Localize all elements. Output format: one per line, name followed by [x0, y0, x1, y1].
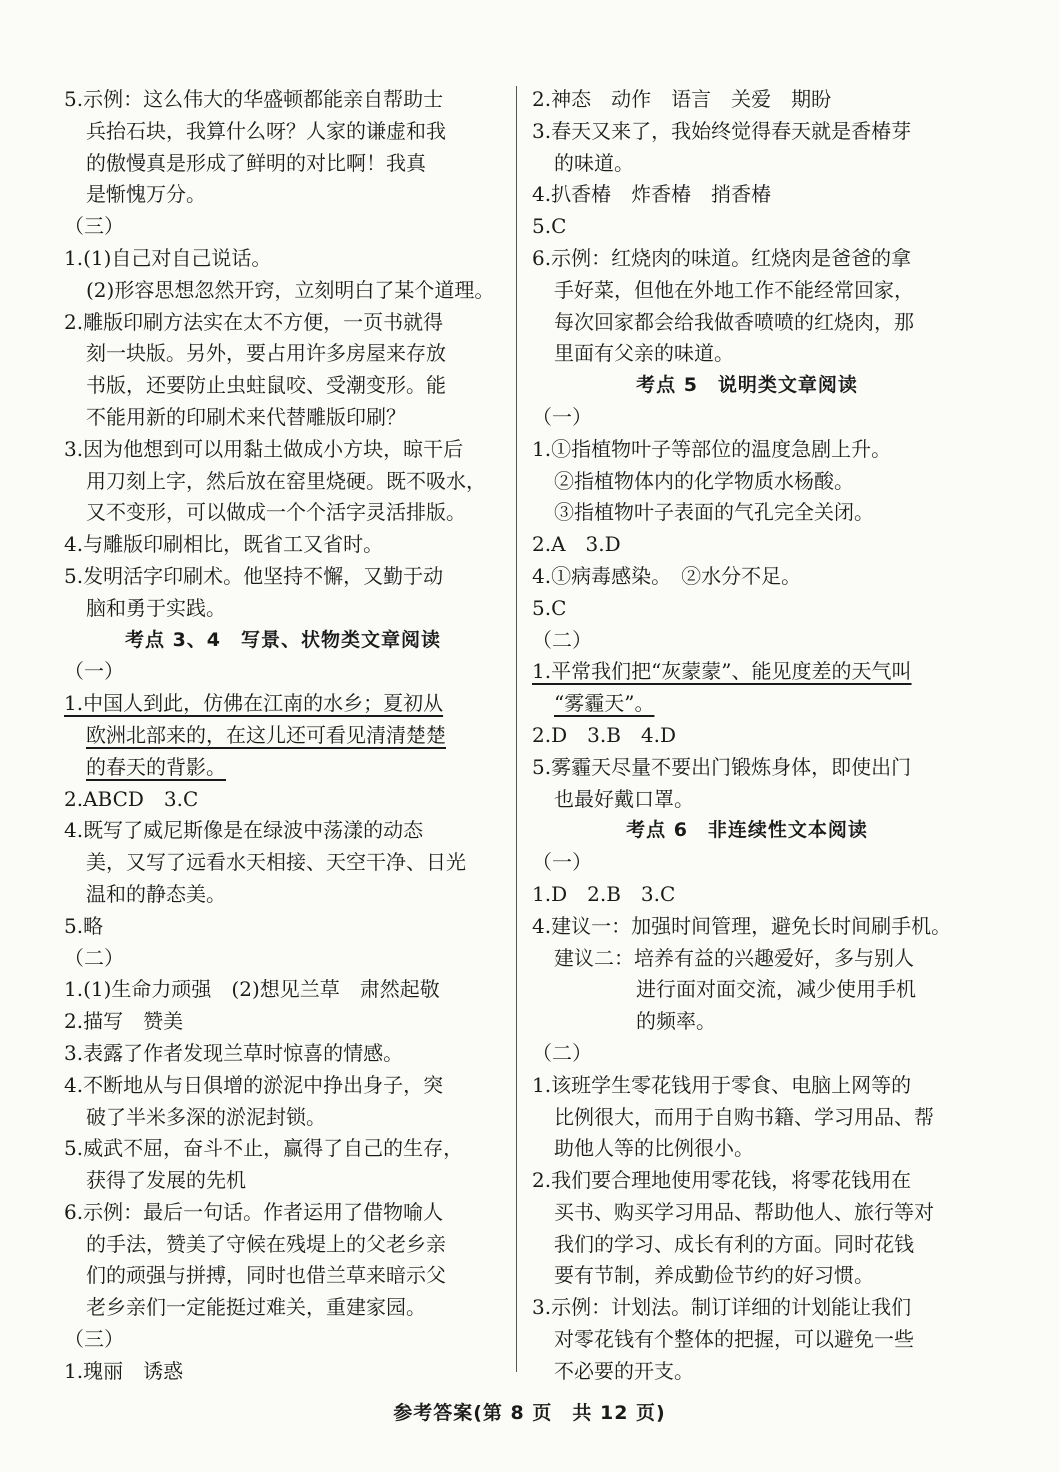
answer-line: [64, 148, 502, 180]
answer-line: [532, 784, 962, 816]
line-text: 们的顽强与拼搏，同时也借兰草来暗示父: [86, 1263, 446, 1288]
line-text: （二）: [532, 627, 592, 652]
line-text: 1.中国人到此，仿佛在江南的水乡；夏初从: [64, 691, 444, 716]
answer-line: [64, 370, 502, 402]
answer-line: [64, 84, 502, 116]
answer-line: [532, 84, 962, 116]
line-text: 的频率。: [636, 1009, 716, 1034]
answer-line: [532, 275, 962, 307]
answer-line: [64, 593, 502, 625]
line-text: 4.①病毒感染。 ②水分不足。: [532, 563, 802, 588]
answer-line: [532, 656, 962, 688]
answer-line: [64, 1324, 502, 1356]
answer-line: [532, 497, 962, 529]
column-divider: [516, 86, 517, 1372]
line-text: （一）: [532, 850, 592, 875]
line-text: 3.春天又来了，我始终觉得春天就是香椿芽: [532, 118, 912, 143]
left-column: [64, 84, 502, 1388]
section-heading: [532, 370, 962, 402]
answer-line: [532, 752, 962, 784]
answer-line: [64, 815, 502, 847]
line-text: 2.神态 动作 语言 关爱 期盼: [532, 87, 832, 111]
answer-line: [532, 1165, 962, 1197]
answer-line: [64, 179, 502, 211]
answer-line: [64, 879, 502, 911]
line-text: 也最好戴口罩。: [554, 786, 694, 811]
line-text: 兵抬石块，我算什么呀？人家的谦虚和我: [86, 118, 446, 143]
line-text: 1.①指植物叶子等部位的温度急剧上升。: [532, 436, 892, 461]
answer-line: [64, 1197, 502, 1229]
line-text: （三）: [64, 1327, 124, 1352]
answer-line: [64, 243, 502, 275]
answer-line: [532, 434, 962, 466]
line-text: 2.ABCD 3.C: [64, 786, 199, 811]
line-text: 又不变形，可以做成一个个活字灵活排版。: [86, 500, 466, 525]
line-text: 2.我们要合理地使用零花钱，将零花钱用在: [532, 1168, 912, 1193]
line-text: 用刀刻上字，然后放在窑里烧硬。既不吸水，: [86, 468, 486, 493]
answer-line: [532, 179, 962, 211]
line-text: 6.示例：红烧肉的味道。红烧肉是爸爸的拿: [532, 245, 912, 270]
line-text: （一）: [64, 659, 124, 684]
answer-line: [532, 879, 962, 911]
answer-line: [532, 593, 962, 625]
line-text: （三）: [64, 214, 124, 239]
answer-line: [64, 529, 502, 561]
answer-line: [64, 307, 502, 339]
line-text: 5.略: [64, 913, 104, 938]
answer-line: [64, 688, 502, 720]
answer-line: [532, 466, 962, 498]
answer-line: [532, 1102, 962, 1134]
answer-line: [64, 338, 502, 370]
line-text: 手好菜，但他在外地工作不能经常回家，: [554, 277, 914, 302]
answer-line: [64, 1070, 502, 1102]
answer-line: [64, 752, 502, 784]
line-text: 2.D 3.B 4.D: [532, 722, 677, 747]
line-text: 不能用新的印刷术来代替雕版印刷？: [86, 404, 406, 429]
answer-line: [64, 847, 502, 879]
answer-line: [532, 1260, 962, 1292]
answer-line: [532, 911, 962, 943]
answer-line: [64, 720, 502, 752]
answer-line: [64, 275, 502, 307]
answer-line: [532, 116, 962, 148]
line-text: 老乡亲们一定能挺过难关，重建家园。: [86, 1295, 426, 1320]
line-text: 5.雾霾天尽量不要出门锻炼身体，即使出门: [532, 754, 912, 779]
answer-line: [532, 243, 962, 275]
line-text: ③指植物叶子表面的气孔完全关闭。: [554, 500, 874, 525]
answer-line: [64, 1038, 502, 1070]
answer-line: [532, 529, 962, 561]
line-text: （二）: [64, 945, 124, 970]
answer-line: [532, 211, 962, 243]
answer-line: [64, 1006, 502, 1038]
line-text: 4.不断地从与日俱增的淤泥中挣出身子，突: [64, 1072, 444, 1097]
line-text: 书版，还要防止虫蛀鼠咬、受潮变形。能: [86, 373, 446, 398]
line-text: ②指植物体内的化学物质水杨酸。: [554, 468, 854, 493]
answer-line: [64, 1133, 502, 1165]
line-text: 2.雕版印刷方法实在太不方便，一页书就得: [64, 309, 444, 334]
answer-line: [64, 561, 502, 593]
line-text: 破了半米多深的淤泥封锁。: [86, 1104, 326, 1129]
line-text: 我们的学习、成长有利的方面。同时花钱: [554, 1231, 914, 1256]
answer-line: [532, 148, 962, 180]
answer-line: [532, 1197, 962, 1229]
line-text: 欧洲北部来的，在这儿还可看见清清楚楚: [86, 722, 446, 747]
line-text: 获得了发展的先机: [86, 1168, 246, 1193]
line-text: 里面有父亲的味道。: [554, 341, 734, 366]
answer-line: [532, 974, 962, 1006]
line-text: 买书、购买学习用品、帮助他人、旅行等对: [554, 1199, 934, 1224]
line-text: 的傲慢真是形成了鲜明的对比啊！我真: [86, 150, 426, 175]
line-text: 考点 5 说明类文章阅读: [636, 374, 858, 397]
answer-line: [64, 116, 502, 148]
line-text: （一）: [532, 404, 592, 429]
answer-line: [532, 625, 962, 657]
answer-line: [532, 1006, 962, 1038]
line-text: 3.表露了作者发现兰草时惊喜的情感。: [64, 1040, 404, 1065]
line-text: 1.(1)生命力顽强 (2)想见兰草 肃然起敬: [64, 977, 440, 1002]
line-text: 不必要的开支。: [554, 1358, 694, 1383]
line-text: 1.平常我们把“灰蒙蒙”、能见度差的天气叫: [532, 659, 912, 684]
answer-line: [532, 307, 962, 339]
answer-line: [532, 338, 962, 370]
page-footer: 参考答案(第 8 页 共 12 页): [393, 1402, 666, 1424]
line-text: 建议二：培养有益的兴趣爱好，多与别人: [554, 945, 914, 970]
section-heading: [64, 625, 502, 657]
answer-line: [64, 211, 502, 243]
line-text: 每次回家都会给我做香喷喷的红烧肉，那: [554, 309, 914, 334]
answer-line: [532, 1038, 962, 1070]
answer-line: [532, 847, 962, 879]
line-text: 助他人等的比例很小。: [554, 1136, 754, 1161]
line-text: 4.建议一：加强时间管理，避免长时间刷手机。: [532, 913, 952, 938]
answer-line: [64, 1260, 502, 1292]
line-text: 考点 3、4 写景、状物类文章阅读: [124, 628, 442, 651]
line-text: 4.扒香椿 炸香椿 捎香椿: [532, 182, 772, 207]
answer-line: [532, 1229, 962, 1261]
line-text: 刻一块版。另外，要占用许多房屋来存放: [86, 341, 446, 366]
answer-line: [64, 911, 502, 943]
line-text: 的味道。: [554, 150, 634, 175]
line-text: 2.描写 赞美: [64, 1009, 184, 1034]
answer-line: [64, 784, 502, 816]
line-text: 5.威武不屈，奋斗不止，赢得了自己的生存，: [64, 1136, 464, 1161]
answer-line: [532, 1292, 962, 1324]
line-text: 4.与雕版印刷相比，既省工又省时。: [64, 532, 384, 557]
right-column: [532, 84, 962, 1388]
answer-line: [64, 402, 502, 434]
answer-line: [532, 1324, 962, 1356]
line-text: 考点 6 非连续性文本阅读: [626, 819, 868, 842]
answer-line: [64, 1229, 502, 1261]
answer-line: [532, 1070, 962, 1102]
line-text: (2)形容思想忽然开窍，立刻明白了某个道理。: [86, 277, 495, 302]
answer-line: [532, 688, 962, 720]
line-text: 是惭愧万分。: [86, 182, 206, 207]
answer-line: [64, 974, 502, 1006]
line-text: 温和的静态美。: [86, 881, 226, 906]
line-text: 5.C: [532, 595, 567, 620]
answer-line: [64, 466, 502, 498]
line-text: 对零花钱有个整体的把握，可以避免一些: [554, 1327, 914, 1352]
answer-line: [532, 943, 962, 975]
line-text: 要有节制，养成勤俭节约的好习惯。: [554, 1263, 874, 1288]
answer-line: [532, 1356, 962, 1388]
line-text: 5.C: [532, 214, 567, 239]
answer-line: [532, 561, 962, 593]
line-text: 1.(1)自己对自己说话。: [64, 245, 272, 270]
answer-line: [532, 720, 962, 752]
line-text: 比例很大，而用于自购书籍、学习用品、帮: [554, 1104, 934, 1129]
answer-line: [64, 1165, 502, 1197]
line-text: 1.瑰丽 诱惑: [64, 1358, 184, 1383]
line-text: 3.因为他想到可以用黏土做成小方块，晾干后: [64, 436, 464, 461]
line-text: 进行面对面交流，减少使用手机: [636, 977, 916, 1002]
line-text: 5.发明活字印刷术。他坚持不懈，又勤于动: [64, 563, 444, 588]
answer-line: [64, 1356, 502, 1388]
answer-line: [64, 656, 502, 688]
answer-line: [64, 1292, 502, 1324]
line-text: （二）: [532, 1040, 592, 1065]
line-text: 4.既写了威尼斯像是在绿波中荡漾的动态: [64, 818, 424, 843]
line-text: “雾霾天”。: [554, 691, 655, 716]
line-text: 3.示例：计划法。制订详细的计划能让我们: [532, 1295, 912, 1320]
answer-line: [532, 402, 962, 434]
answer-line: [64, 497, 502, 529]
line-text: 的春天的背影。: [86, 754, 226, 779]
line-text: 1.D 2.B 3.C: [532, 881, 676, 906]
line-text: 美，又写了远看水天相接、天空干净、日光: [86, 850, 466, 875]
line-text: 脑和勇于实践。: [86, 595, 226, 620]
line-text: 6.示例：最后一句话。作者运用了借物喻人: [64, 1199, 444, 1224]
section-heading: [532, 815, 962, 847]
line-text: 1.该班学生零花钱用于零食、电脑上网等的: [532, 1072, 912, 1097]
answer-line: [532, 1133, 962, 1165]
line-text: 的手法，赞美了守候在残堤上的父老乡亲: [86, 1231, 446, 1256]
line-text: 2.A 3.D: [532, 532, 621, 557]
answer-line: [64, 943, 502, 975]
answer-line: [64, 1102, 502, 1134]
answer-line: [64, 434, 502, 466]
line-text: 5.示例：这么伟大的华盛顿都能亲自帮助士: [64, 87, 444, 111]
